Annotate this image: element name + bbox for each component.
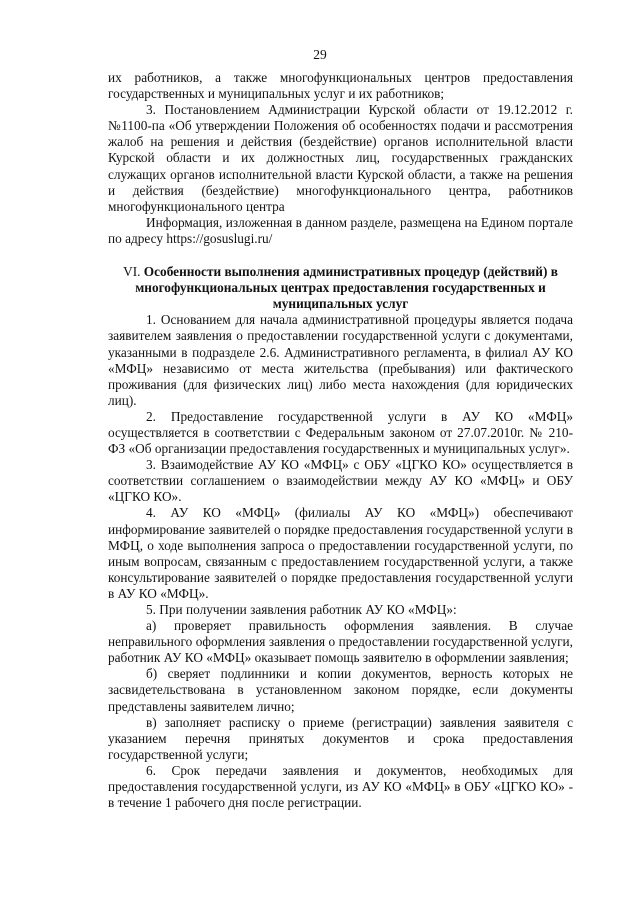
paragraph: 2. Предоставление государственной услуги в АУ КО «МФЦ» осуществляется в соответствии с Федеральным законом от 27.07.2010г. № 210-ФЗ «Об организации предоставления государственных и муниципальных услуг».: [108, 408, 573, 457]
paragraph-subitem: а) проверяет правильность оформления заявления. В случае неправильного оформления заявления о предоставлении государственной услуги, работник АУ КО «МФЦ» оказывает помощь заявителю в оформлении заявления;: [108, 618, 573, 666]
page-body: [108, 70, 573, 811]
section-heading: [108, 264, 573, 312]
paragraph-continuation: их работников, а также многофункциональных центров предоставления государственных и муниципальных услуг и их работников;: [108, 70, 573, 102]
paragraph: 4. АУ КО «МФЦ» (филиалы АУ КО «МФЦ») обеспечивают информирование заявителей о порядке предоставления государственной услуги в МФЦ, о ходе выполнения запроса о предоставлении государственной услуги, по иным вопросам, связанным с предоставлением государственной услуги, а также консультирование заявителей о порядке предоставления государственной услуги в АУ КО «МФЦ».: [108, 505, 573, 601]
paragraph-subitem: в) заполняет расписку о приеме (регистрации) заявления заявителя с указанием перечня принятых документов и срока предоставления государственной услуги;: [108, 714, 573, 762]
paragraph: 5. При получении заявления работник АУ КО «МФЦ»:: [146, 602, 457, 617]
spacer: [108, 247, 573, 264]
paragraph: 3. Взаимодействие АУ КО «МФЦ» с ОБУ «ЦГКО КО» осуществляется в соответствии соглашением о взаимодействии между АУ КО «МФЦ» и ОБУ «ЦГКО КО».: [108, 457, 573, 505]
paragraph-item-3: 3. Постановлением Администрации Курской области от 19.12.2012 г. №1100-па «Об утверждении Положения об особенностях подачи и рассмотрения жалоб на решения и действия (бездействие) органов исполнительной власти Курской области и их должностных лиц, государственных гражданских служащих органов исполнительной власти Курской области, а также на решения и действия (бездействие) многофункционального центра, работников многофункционального центра: [108, 102, 573, 214]
section-number: VI.: [123, 264, 141, 280]
paragraph-subitem: б) сверяет подлинники и копии документов, верность которых не засвидетельствована в установленном законом порядке, если документы представлены заявителем лично;: [108, 666, 573, 714]
paragraph: 1. Основанием для начала административной процедуры является подача заявителем заявления о предоставлении государственной услуги с документами, указанными в подразделе 2.6. Административного регламента, в филиал АУ КО «МФЦ» независимо от места жительства (пребывания) или фактического проживания (для физических лиц) либо места нахождения (для юридических лиц).: [108, 312, 573, 408]
section-title: Особенности выполнения административных процедур (действий) в многофункциональных центрах предоставления государственных и муниципальных услуг: [135, 264, 558, 312]
paragraph: 6. Срок передачи заявления и документов, необходимых для предоставления государственной услуги, из АУ КО «МФЦ» в ОБУ «ЦГКО КО» - в течение 1 рабочего дня после регистрации.: [108, 762, 573, 811]
page-number: 29: [313, 47, 327, 62]
paragraph-info: Информация, изложенная в данном разделе, размещена на Едином портале по адресу https://gosuslugi.ru/: [108, 214, 573, 246]
